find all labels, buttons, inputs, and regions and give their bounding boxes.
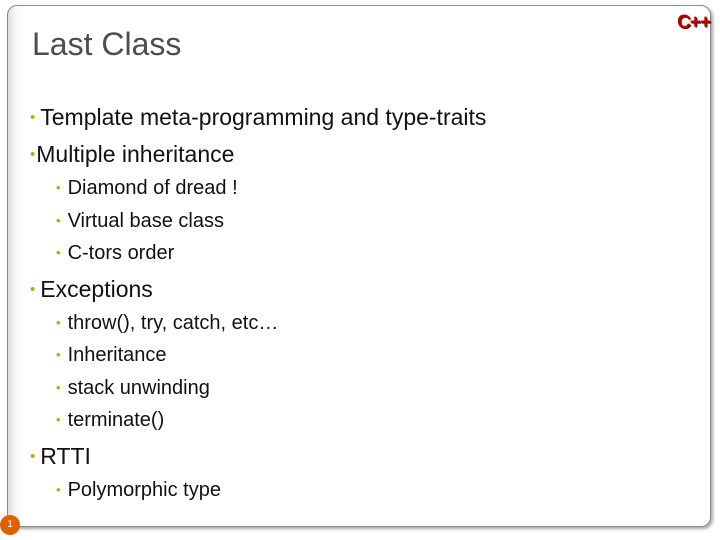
- bullet-text: Multiple inheritance: [36, 141, 235, 167]
- bullet-text: terminate(): [67, 409, 165, 431]
- bullet-dot-icon: •: [30, 447, 36, 465]
- sub-bullet-item: [30, 237, 690, 270]
- bullet-dot-icon: •: [30, 109, 36, 126]
- bullet-dot-icon: •: [30, 146, 36, 163]
- sub-bullet-item: [30, 372, 690, 405]
- bullet-text: Inheritance: [67, 344, 167, 366]
- sub-bullet-item: [30, 339, 690, 372]
- bullet-list: [30, 100, 690, 506]
- sub-bullet-item: [30, 404, 690, 437]
- bullet-text: Template meta-programming and type-traits: [40, 104, 487, 130]
- bullet-dot-icon: •: [56, 412, 61, 427]
- bullet-text: RTTI: [40, 442, 91, 469]
- bullet-text: Exceptions: [40, 275, 153, 302]
- sub-bullet-item: [30, 307, 690, 340]
- bullet-dot-icon: •: [56, 379, 61, 395]
- bullet-dot-icon: •: [56, 481, 61, 497]
- bullet-item: [30, 100, 690, 135]
- bullet-item: [30, 272, 690, 307]
- bullet-dot-icon: •: [56, 314, 61, 330]
- bullet-text: throw(), try, catch, etc…: [67, 311, 279, 334]
- bullet-item: [30, 439, 690, 474]
- sub-bullet-item: [30, 172, 690, 205]
- page-number-badge: 1: [0, 515, 20, 535]
- sub-bullet-item: [30, 205, 690, 238]
- bullet-text: Virtual base class: [67, 209, 224, 232]
- bullet-dot-icon: •: [56, 347, 61, 362]
- bullet-item: [30, 137, 690, 172]
- bullet-dot-icon: •: [30, 280, 36, 298]
- bullet-text: Polymorphic type: [67, 478, 221, 501]
- sub-bullet-item: [30, 474, 690, 507]
- bullet-text: Diamond of dread !: [67, 177, 238, 199]
- slide-title: Last Class: [32, 26, 182, 62]
- bullet-dot-icon: •: [56, 212, 61, 228]
- bullet-dot-icon: •: [56, 180, 61, 195]
- bullet-text: C-tors order: [67, 242, 175, 264]
- bullet-dot-icon: •: [56, 245, 61, 260]
- bullet-text: stack unwinding: [67, 376, 210, 399]
- cpp-logo: C++: [677, 12, 710, 33]
